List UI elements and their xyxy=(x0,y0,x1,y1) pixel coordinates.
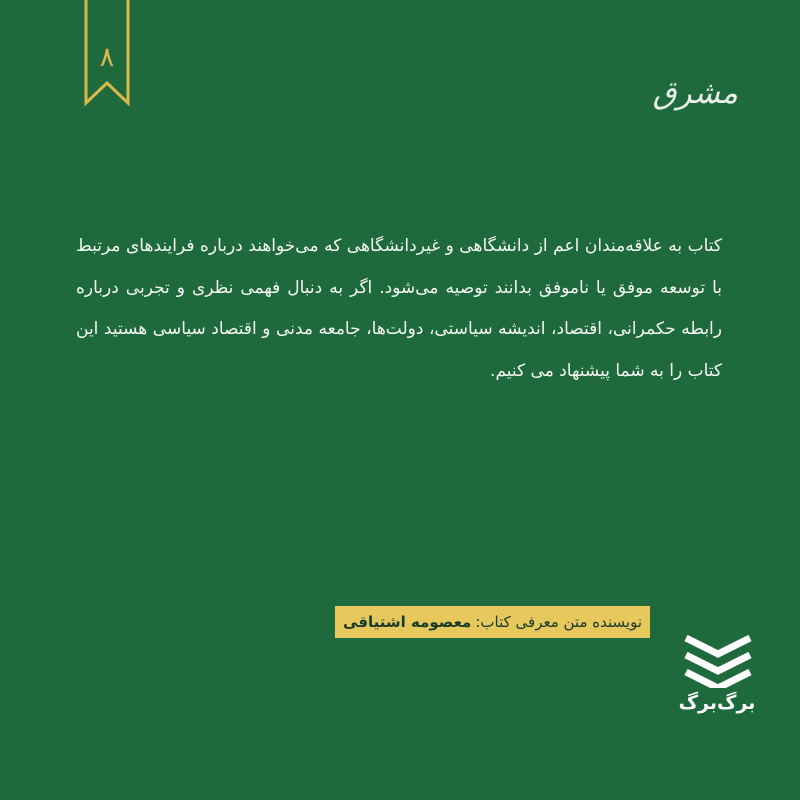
credit-author-name: معصومه اشتیاقی xyxy=(343,613,472,631)
book-wing-icon xyxy=(682,630,754,688)
brand-name: برگ‌برگ xyxy=(678,692,756,714)
bookmark-badge xyxy=(84,0,130,108)
book-description: کتاب به علاقه‌مندان اعم از دانشگاهی و غیردانشگاهی که می‌خواهند درباره فرایندهای مرتبط با توسعه موفق یا ناموفق بدانند توصیه می‌شود. اگر به دنبال فهمی نظری و تجربی درباره رابطه حکمرانی، اقتصاد، اندیشه سیاستی، دولت‌ها، جامعه مدنی و اقتصاد سیاسی هستید این کتاب را به شما پیشنهاد می کنیم. xyxy=(76,236,722,381)
credit-label: نویسنده متن معرفی کتاب: xyxy=(475,613,642,631)
author-credit-highlight xyxy=(335,606,650,638)
brand-logo xyxy=(672,630,762,720)
page-number: ۸ xyxy=(99,42,115,73)
publisher-script-logo: مشرق xyxy=(652,75,738,111)
